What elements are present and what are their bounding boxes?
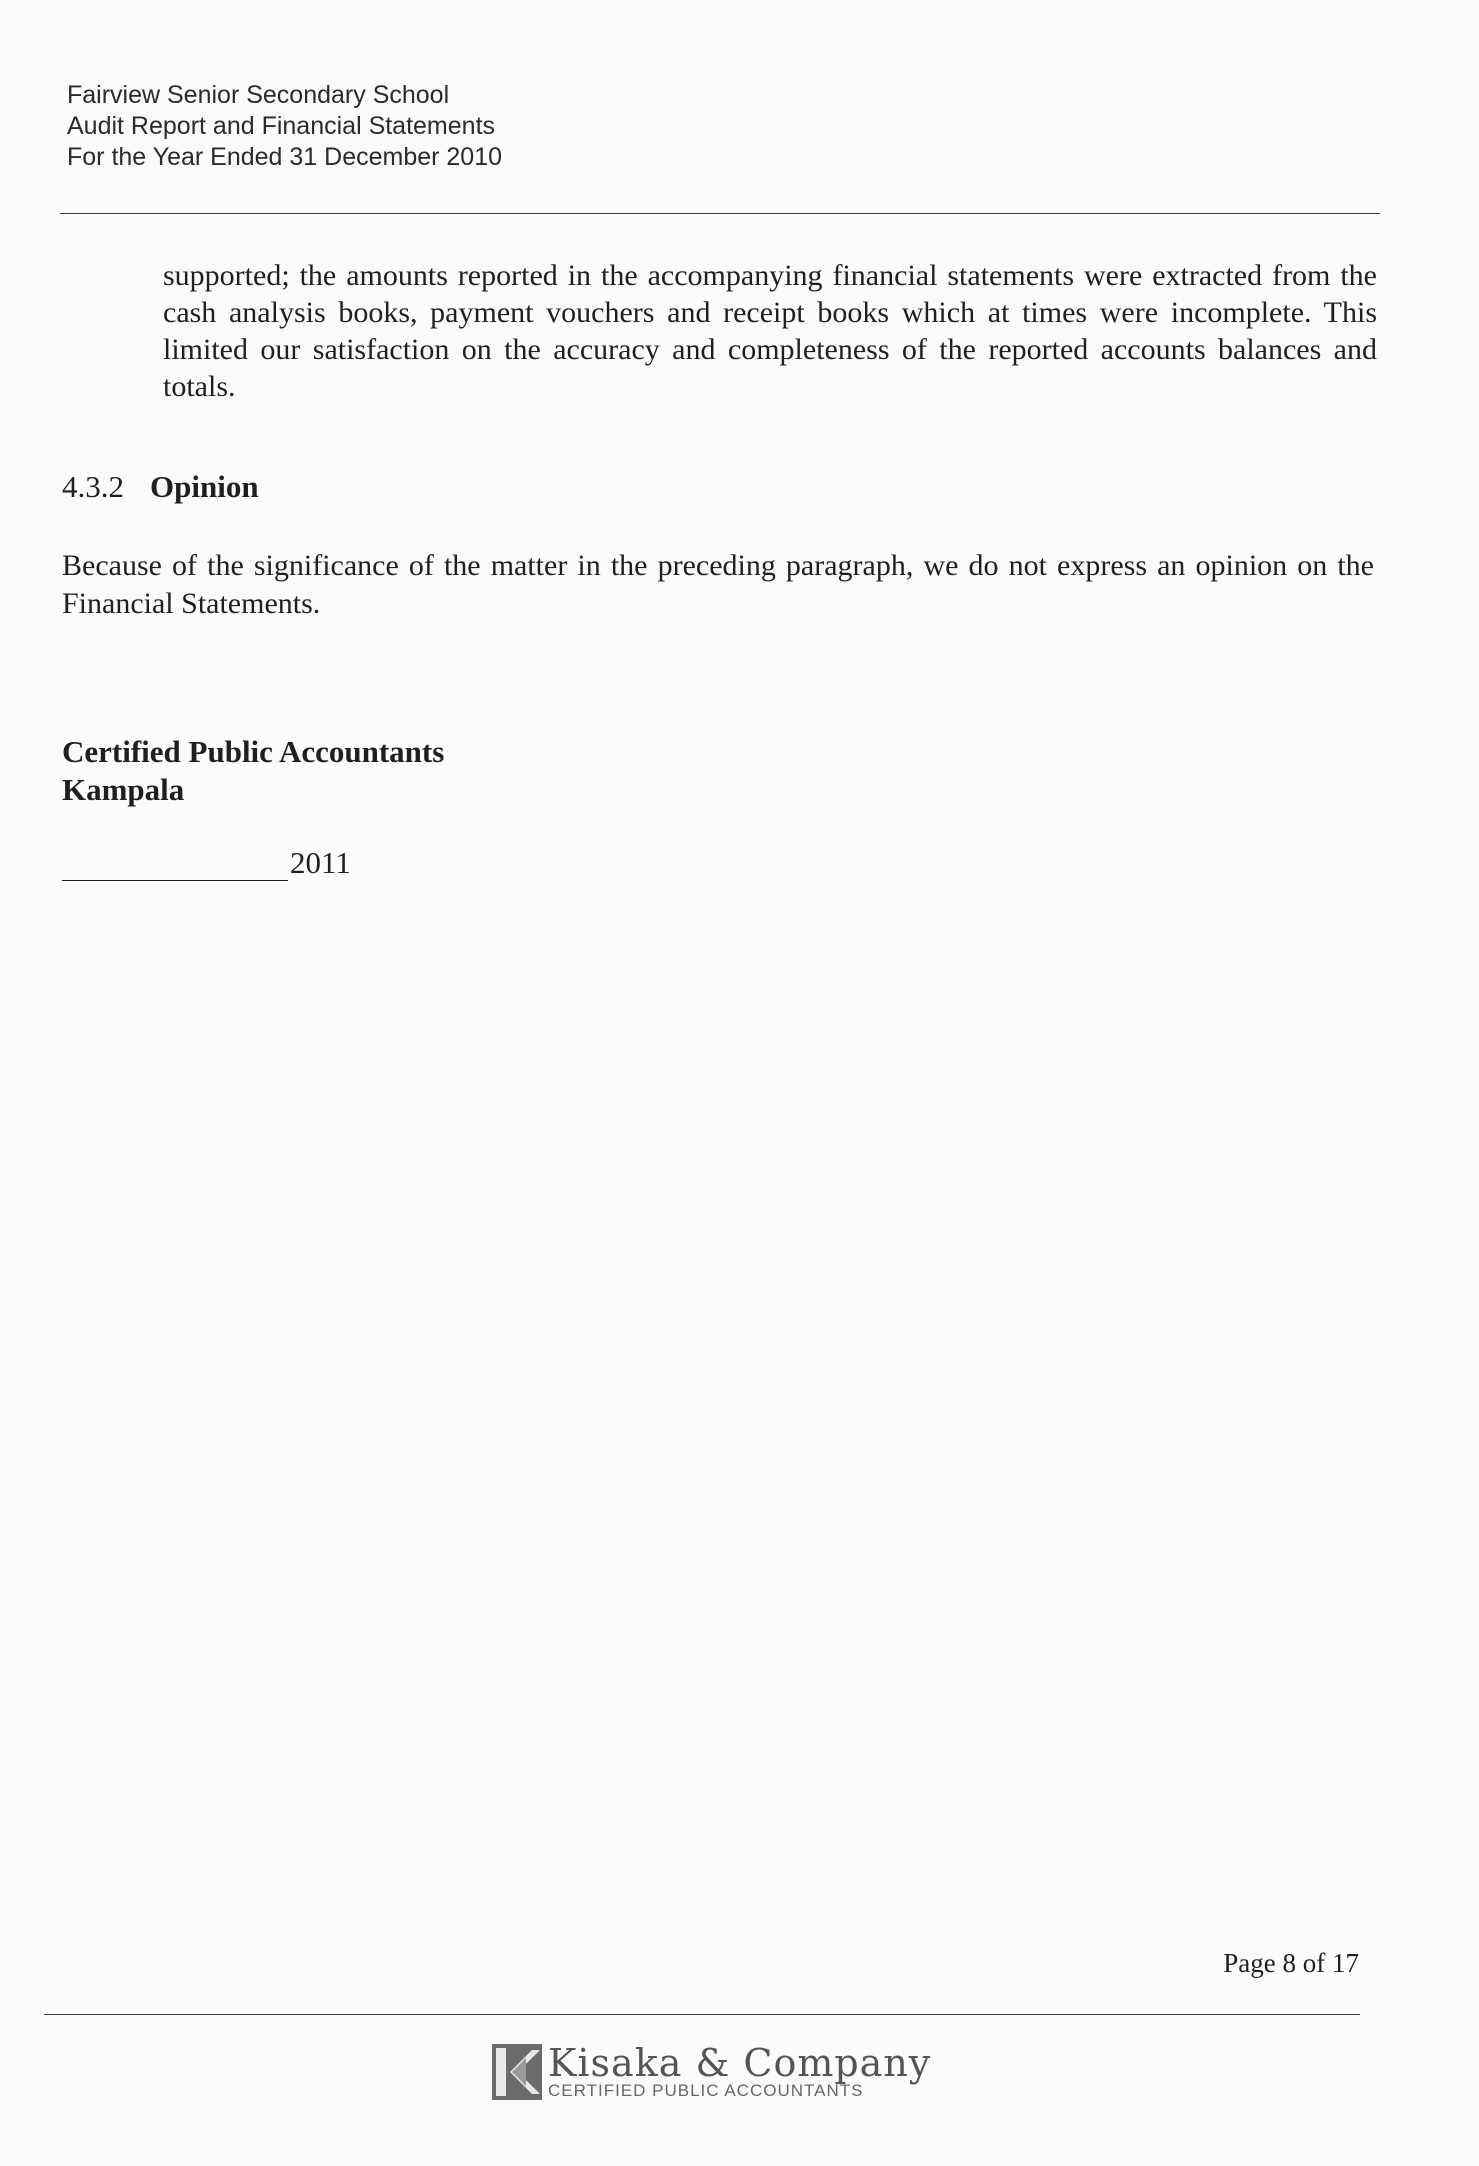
header-report-title: Audit Report and Financial Statements [67, 112, 496, 140]
firm-logo-icon [492, 2044, 542, 2100]
section-number: 4.3.2 [62, 469, 124, 504]
section-heading [62, 469, 259, 505]
date-year: 2011 [290, 845, 351, 880]
firm-logo-name: Kisaka & Company [548, 2041, 932, 2085]
header-period: For the Year Ended 31 December 2010 [67, 143, 503, 171]
continuation-paragraph: supported; the amounts reported in the accompanying financial statements were extracted from the cash analysis books, payment vouchers and receipt books which at times were incomplete. This limited our satisfaction on the accuracy and completeness of the reported accounts balances and totals. [163, 259, 1377, 403]
signature-block [62, 733, 444, 809]
header-divider [60, 213, 1380, 214]
footer-divider [44, 2014, 1360, 2015]
signature-firm-line: Certified Public Accountants [62, 734, 445, 769]
signature-city: Kampala [62, 772, 185, 807]
page-number: Page 8 of 17 [1223, 1948, 1359, 1978]
opinion-paragraph: Because of the significance of the matter in the preceding paragraph, we do not express an opinion on the Financial Statements. [62, 549, 1374, 620]
firm-logo-tagline: CERTIFIED PUBLIC ACCOUNTANTS [548, 2081, 864, 2100]
signature-date [62, 845, 351, 881]
firm-logo [492, 2041, 932, 2100]
date-blank-line [62, 850, 288, 881]
header-school-name: Fairview Senior Secondary School [67, 81, 450, 109]
section-title: Opinion [150, 469, 259, 504]
document-header [67, 80, 667, 173]
